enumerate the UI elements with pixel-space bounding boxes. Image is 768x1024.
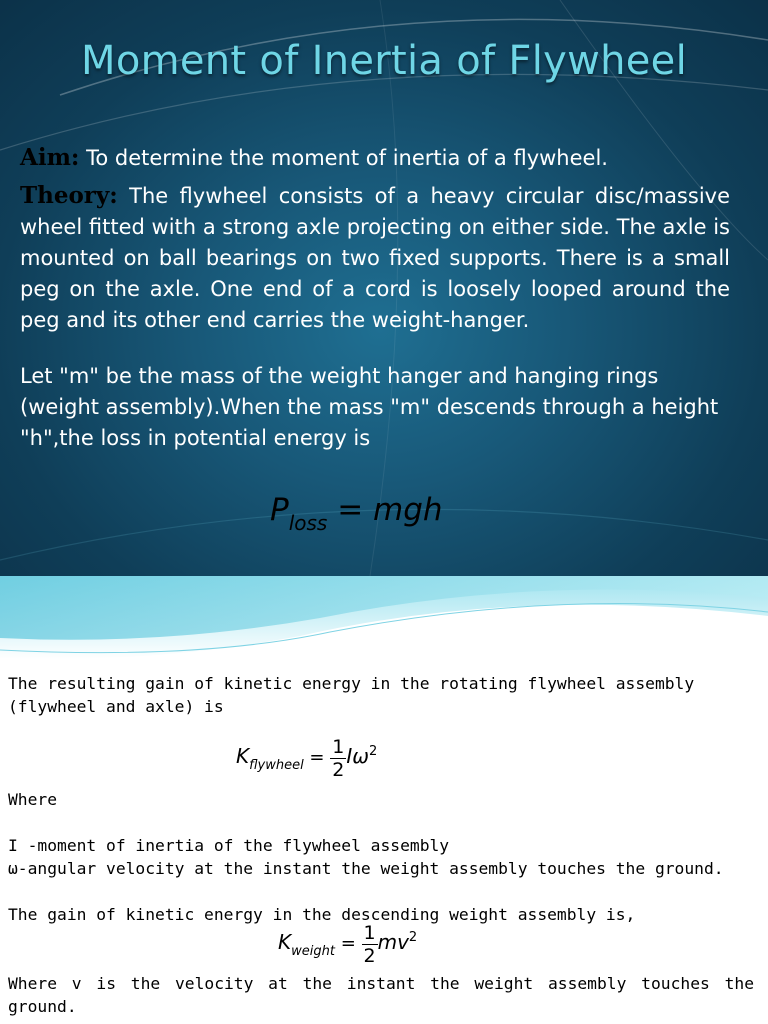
theory-label: Theory: [20,182,118,209]
eq1-den: 2 [332,759,345,781]
eq1-fraction [330,736,346,781]
eq1-exp: 2 [368,744,378,759]
slide-body [20,142,730,454]
formula-sub: loss [288,511,328,535]
eq1-rhs: Iω [346,744,369,768]
formula-p: P [270,492,289,528]
eq2-sub: weight [291,944,335,959]
document-body [8,672,754,718]
velocity-block [8,972,754,1018]
eq1-num: 1 [332,736,345,758]
def-omega: ω-angular velocity at the instant the weight assembly touches the ground. [8,859,724,878]
formula-rhs: = mgh [327,492,443,528]
ke-line-1: The resulting gain of kinetic energy in the rotating flywheel assembly [8,674,695,693]
aim-label: Aim: [20,144,80,171]
eq2-var: K [278,930,292,954]
eq2-num: 1 [363,922,376,944]
velocity-line-1: Where v is the velocity at the instant the weight assembly touches the [8,974,754,993]
gain-line: The gain of kinetic energy in the descending weight assembly is, [8,905,636,924]
potential-energy-formula [270,492,443,535]
theory-text: The flywheel consists of a heavy circular disc/massive wheel fitted with a strong axle projecting on either side. The axle is mounted on ball bearings on two fixed supports. There is a small peg on the axle. One end of a cord is loosely looped around the peg and its other end carries the weight-hanger. [20,184,730,332]
where-label: Where [8,790,58,809]
eq2-exp: 2 [408,930,418,945]
slide-title: Moment of Inertia of Flywheel [81,38,687,84]
eq2-den: 2 [363,945,376,967]
mass-paragraph: Let "m" be the mass of the weight hanger and hanging rings (weight assembly).When the mass "m" descends through a height "h",the loss in potential energy is [20,364,719,450]
eq1-eq: = [303,747,331,768]
ke-line-2: (flywheel and axle) is [8,697,224,716]
aim-paragraph [20,142,730,174]
theory-paragraph [20,180,730,336]
weight-ke-equation [278,922,417,967]
flywheel-ke-equation [236,736,377,781]
eq2-rhs: mv [377,930,409,954]
def-inertia: I -moment of inertia of the flywheel assembly [8,836,450,855]
eq2-eq: = [334,933,362,954]
definitions-block [8,788,754,926]
eq2-fraction [362,922,378,967]
eq1-sub: flywheel [249,758,304,773]
velocity-line-2: ground. [8,997,77,1016]
aim-text: To determine the moment of inertia of a flywheel. [79,146,608,170]
eq1-var: K [236,744,250,768]
wave-decoration [0,576,768,666]
